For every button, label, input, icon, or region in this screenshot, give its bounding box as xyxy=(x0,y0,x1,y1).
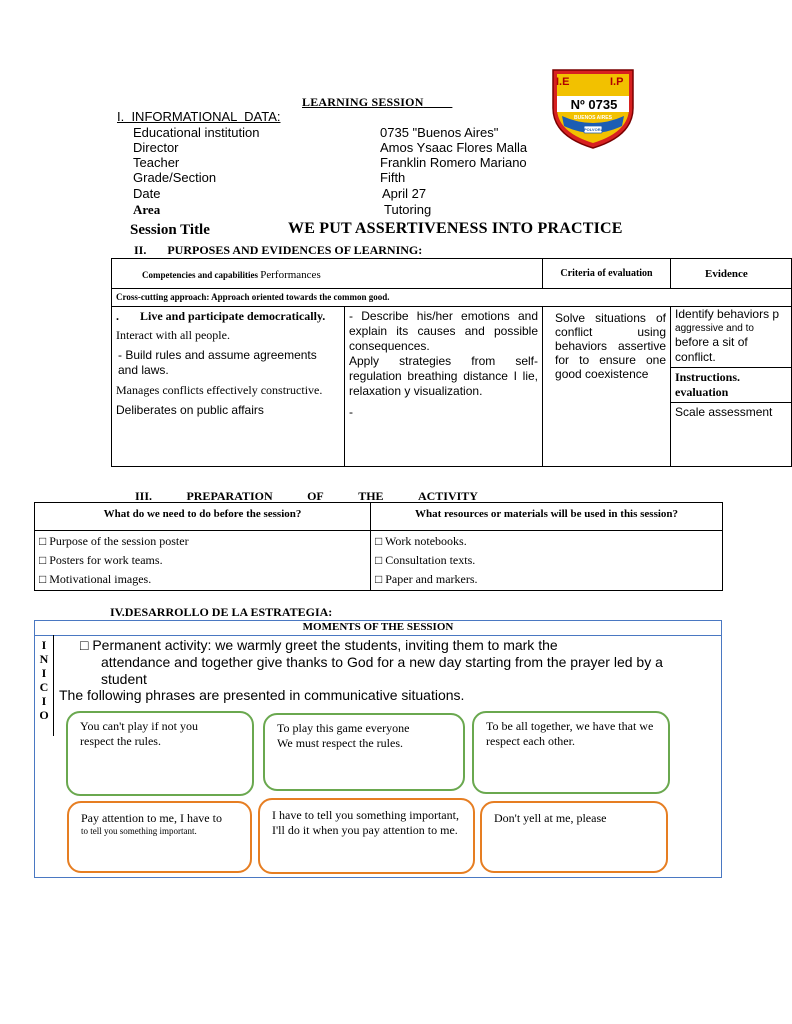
header-criteria: Criteria of evaluation xyxy=(543,259,671,289)
value-director: Amos Ysaac Flores Malla xyxy=(380,140,528,155)
header-evidence: Evidence xyxy=(671,259,792,289)
session-title: WE PUT ASSERTIVENESS INTO PRACTICE xyxy=(288,220,623,237)
performance-3: - xyxy=(349,405,353,419)
performances-cell xyxy=(345,307,543,467)
capability-2: - Build rules and assume agreements and laws. xyxy=(118,348,317,377)
phrase-bubble: You can't play if not you respect the rules. xyxy=(66,711,254,796)
page-title: LEARNING SESSION xyxy=(302,95,424,109)
value-grade: Fifth xyxy=(380,170,406,185)
performance-1: - Describe his/her emotions and explain its causes and possible consequences. xyxy=(349,309,539,353)
resources-list xyxy=(371,531,723,591)
purposes-table-clip xyxy=(111,258,780,470)
value-teacher: Franklin Romero Mariano xyxy=(380,155,527,170)
phrase-bubble: To play this game everyone We must respect the rules. xyxy=(263,713,465,791)
phrases-intro: The following phrases are presented in communicative situations. xyxy=(59,687,465,703)
resource-item: □ Consultation texts. xyxy=(375,553,476,567)
header-resources: What resources or materials will be used in this session? xyxy=(371,503,723,531)
logo-number: Nº 0735 xyxy=(570,97,618,112)
section-development: IV.DESARROLLO DE LA ESTRATEGIA: xyxy=(110,605,333,619)
value-date: April 27 xyxy=(382,186,427,201)
logo-ie: I.E xyxy=(556,76,570,88)
value-area: Tutoring xyxy=(384,202,432,217)
permanent-activity-line-1: □ Permanent activity: we warmly greet the students, inviting them to mark the xyxy=(80,637,558,653)
before-list xyxy=(35,531,371,591)
moments-divider xyxy=(34,635,722,636)
competencies-cell xyxy=(112,307,345,467)
before-item: □ Purpose of the session poster xyxy=(39,534,189,548)
label-area: Area xyxy=(133,202,161,217)
performance-2: Apply strategies from self-regulation breathing distance I lie, relaxation y visualization. xyxy=(349,354,539,398)
phrase-bubble: To be all together, we have that we respect each other. xyxy=(472,711,670,794)
phrase-bubble: I have to tell you something important, I'll do it when you pay attention to me. xyxy=(258,798,475,874)
inicio-label: INICIO xyxy=(39,638,49,722)
school-logo xyxy=(550,68,636,150)
before-item: □ Motivational images. xyxy=(39,572,152,586)
inicio-divider xyxy=(53,635,54,736)
evidence-2: Instructions. evaluation xyxy=(671,368,791,403)
section-purposes: II. PURPOSES AND EVIDENCES OF LEARNING: xyxy=(134,243,423,257)
header-competencies: Competencies and capabilities Performances xyxy=(112,259,543,289)
crosscutting-approach: Cross-cutting approach: Approach oriented towards the common good. xyxy=(112,289,792,307)
header-before-session: What do we need to do before the session? xyxy=(35,503,371,531)
logo-band: BUENOS AIRES xyxy=(574,115,612,121)
capability-4: Deliberates on public affairs xyxy=(116,403,264,417)
criteria-cell: Solve situations of conflict using behaviors assertive for to ensure one good coexistence xyxy=(543,307,671,467)
moments-header: MOMENTS OF THE SESSION xyxy=(302,621,454,633)
value-institution: 0735 "Buenos Aires" xyxy=(380,125,499,140)
evidence-1: Identify behaviors p aggressive and to before a sit of conflict. xyxy=(671,307,791,368)
resource-item: □ Work notebooks. xyxy=(375,534,467,548)
evidence-3: Scale assessment xyxy=(675,405,773,419)
phrase-bubble: Pay attention to me, I have to to tell you something important. xyxy=(67,801,252,873)
section-informational-data: I. INFORMATIONAL DATA: xyxy=(117,109,281,124)
label-date: Date xyxy=(133,186,161,201)
label-grade: Grade/Section xyxy=(133,170,217,185)
before-item: □ Posters for work teams. xyxy=(39,553,163,567)
phrase-bubble: Don't yell at me, please xyxy=(480,801,668,873)
permanent-activity-line-2: attendance and together give thanks to God for a new day starting from the prayer led by a xyxy=(101,654,663,670)
capability-3: Manages conflicts effectively constructive. xyxy=(116,383,323,397)
session-title-label: Session Title xyxy=(130,222,210,238)
preparation-table xyxy=(34,502,723,591)
competency-main: . Live and participate democratically. xyxy=(116,309,326,323)
evidence-cell xyxy=(671,307,792,467)
logo-ip: I.P xyxy=(610,76,624,88)
label-director: Director xyxy=(133,140,179,155)
logo-bottom: POLVORA xyxy=(584,127,604,132)
section-preparation: III. PREPARATION OF THE ACTIVITY xyxy=(135,489,478,503)
purposes-table xyxy=(111,258,792,467)
label-teacher: Teacher xyxy=(133,155,180,170)
permanent-activity-line-3: student xyxy=(101,671,147,687)
resource-item: □ Paper and markers. xyxy=(375,572,478,586)
label-institution: Educational institution xyxy=(133,125,260,140)
capability-1: Interact with all people. xyxy=(116,328,230,342)
